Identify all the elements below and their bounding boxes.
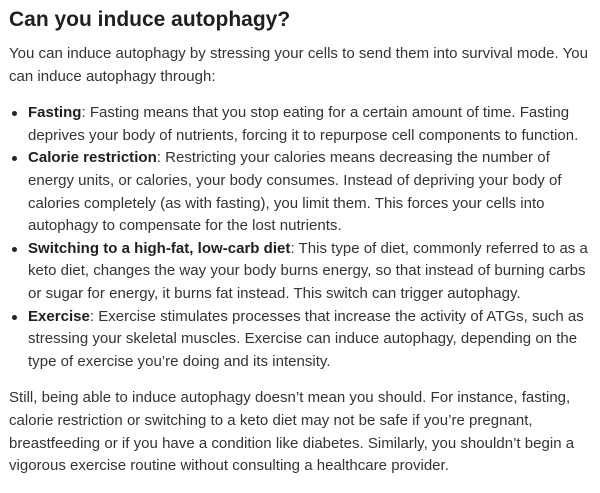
list-item-keto-diet	[9, 238, 592, 306]
bullet-dot-icon	[12, 111, 17, 116]
method-description: : Exercise stimulates processes that increase the activity of ATGs, such as stressing your skeletal muscles. Exercise can induce autophagy, depending on the type of exercise you’re doing and its intensity.	[28, 307, 584, 370]
article	[0, 6, 600, 478]
method-description: : This type of diet, commonly referred to as a keto diet, changes the way your body burns energy, so that instead of burning carbs or sugar for energy, it burns fat instead. This switch can trigger autophagy.	[28, 239, 588, 302]
method-term: Switching to a high-fat, low-carb diet	[28, 239, 291, 257]
methods-list	[9, 102, 592, 373]
list-item-calorie-restriction	[9, 147, 592, 237]
list-item-exercise	[9, 306, 592, 374]
method-description: : Fasting means that you stop eating for a certain amount of time. Fasting deprives your body of nutrients, forcing it to repurpose cell components to function.	[28, 104, 579, 144]
bullet-dot-icon	[12, 247, 17, 252]
closing-paragraph: Still, being able to induce autophagy doesn’t mean you should. For instance, fasting, calorie restriction or switching to a keto diet may not be safe if you’re pregnant, breastfeeding or if you have a condition like diabetes. Similarly, you shouldn’t begin a vigorous exercise routine without consulting a healthcare provider.	[9, 389, 575, 475]
intro-paragraph: You can induce autophagy by stressing your cells to send them into survival mode. You can induce autophagy through:	[9, 45, 589, 85]
method-description: : Restricting your calories means decreasing the number of energy units, or calories, your body consumes. Instead of depriving your body of calories completely (as with fasting), you limit them. This forces your cells into autophagy to compensate for the lost nutrients.	[28, 149, 562, 235]
method-term: Fasting	[28, 104, 82, 122]
bullet-dot-icon	[12, 156, 17, 161]
method-term: Exercise	[28, 307, 90, 325]
list-item-fasting	[9, 102, 592, 147]
bullet-dot-icon	[12, 315, 17, 320]
method-term: Calorie restriction	[28, 149, 157, 167]
section-heading: Can you induce autophagy?	[9, 8, 291, 31]
